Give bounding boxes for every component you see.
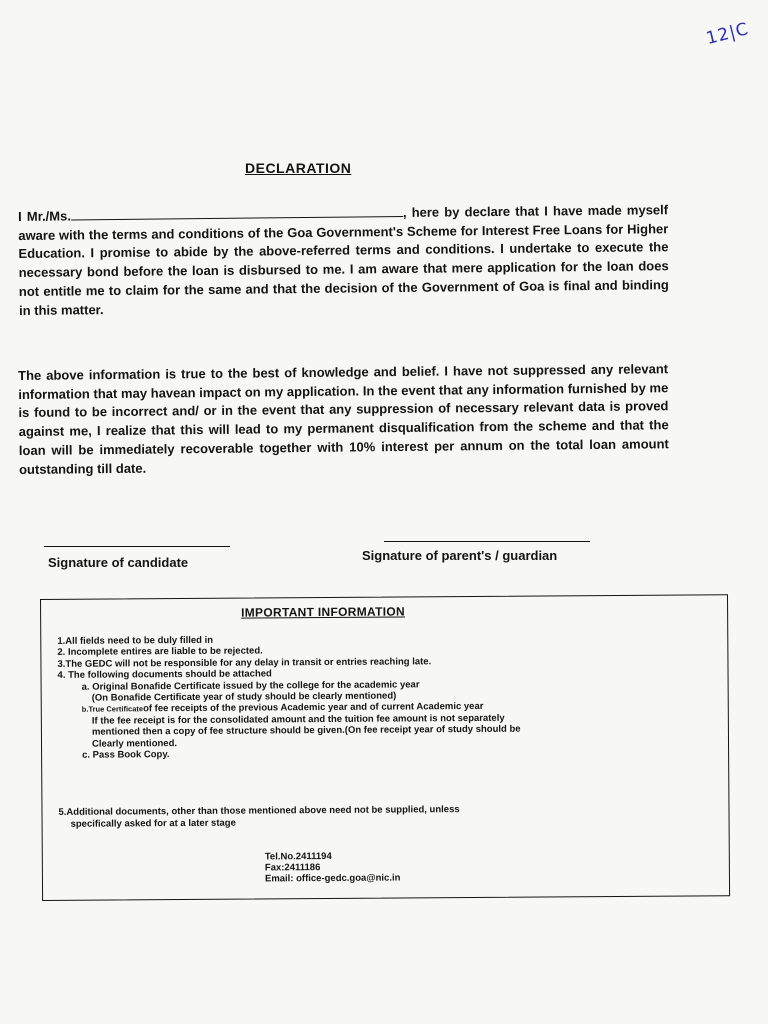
additional-documents-note: [58, 804, 459, 831]
candidate-signature-label: Signature of candidate: [48, 555, 189, 570]
important-information-title: IMPORTANT INFORMATION: [241, 604, 405, 620]
telephone-number: Tel.No.2411194: [264, 850, 332, 863]
parent-signature-label: Signature of parent's / guardian: [362, 548, 558, 563]
email-address[interactable]: Email: office-gedc.goa@nic.in: [264, 872, 401, 885]
name-blank-line[interactable]: [71, 205, 403, 220]
name-prefix: I Mr./Ms.: [18, 208, 71, 224]
declaration-paragraph-1: [18, 201, 669, 320]
declaration-paragraph-2: The above information is true to the best of knowledge and belief. I have not suppressed any relevant information that may havean impact on my application. In the event that any information furnished by me is found to be incorrect and/ or in the event that any suppression of necessary relevant data is proved against me, I realize that this will lead to my permanent disqualification from the scheme and that the loan will be immediately recoverable together with 10% interest per annum on the total loan amount outstanding till date.: [18, 361, 669, 477]
page-title: DECLARATION: [245, 160, 352, 176]
list-item: 5.Additional documents, other than those mentioned above need not be supplied, unless: [58, 804, 460, 818]
list-item: 4. The following documents should be attached: [57, 668, 272, 682]
list-item: specifically asked for at a later stage: [70, 817, 236, 830]
list-item: If the fee receipt is for the consolidated amount and the tuition fee amount is not separately: [91, 712, 505, 727]
parent-signature-line[interactable]: [384, 541, 590, 542]
true-certificate-label: b.True Certificate: [81, 704, 144, 715]
fee-receipts-text: of fee receipts of the previous Academic year and of current Academic year: [143, 701, 484, 715]
declaration-text-1: , here by declare that I have made myself aware with the terms and conditions of the Goa Government's Scheme for Interest Free Loans for Higher Education. I promise to abide by the above-referred terms and conditions. I undertake to execute the necessary bond before the loan is disbursed to me. I am aware that mere application for the loan does not entitle me to claim for the same and that the decision of the Government of Goa is final and binding in this matter.: [18, 202, 669, 318]
list-item: c. Pass Book Copy.: [82, 749, 170, 761]
fax-number: Fax:2411186: [264, 862, 321, 874]
list-item: 3.The GEDC will not be responsible for any delay in transit or entries reaching late.: [57, 656, 432, 670]
list-item: 2. Incomplete entires are liable to be rejected.: [57, 645, 263, 659]
list-item: mentioned then a copy of fee structure should be given.(On fee receipt year of study should be: [91, 723, 521, 738]
handwritten-page-number: 12|C: [704, 19, 752, 49]
list-item: a. Original Bonafide Certificate issued by the college for the academic year: [81, 678, 420, 693]
important-information-list: [57, 632, 618, 761]
list-item: (On Bonafide Certificate year of study should be clearly mentioned): [91, 690, 397, 704]
list-item: 1.All fields need to be duly filled in: [57, 634, 214, 647]
contact-details: [265, 850, 401, 885]
list-item: Clearly mentioned.: [91, 737, 178, 750]
important-information-box: [40, 594, 730, 901]
candidate-signature-line[interactable]: [44, 546, 230, 547]
